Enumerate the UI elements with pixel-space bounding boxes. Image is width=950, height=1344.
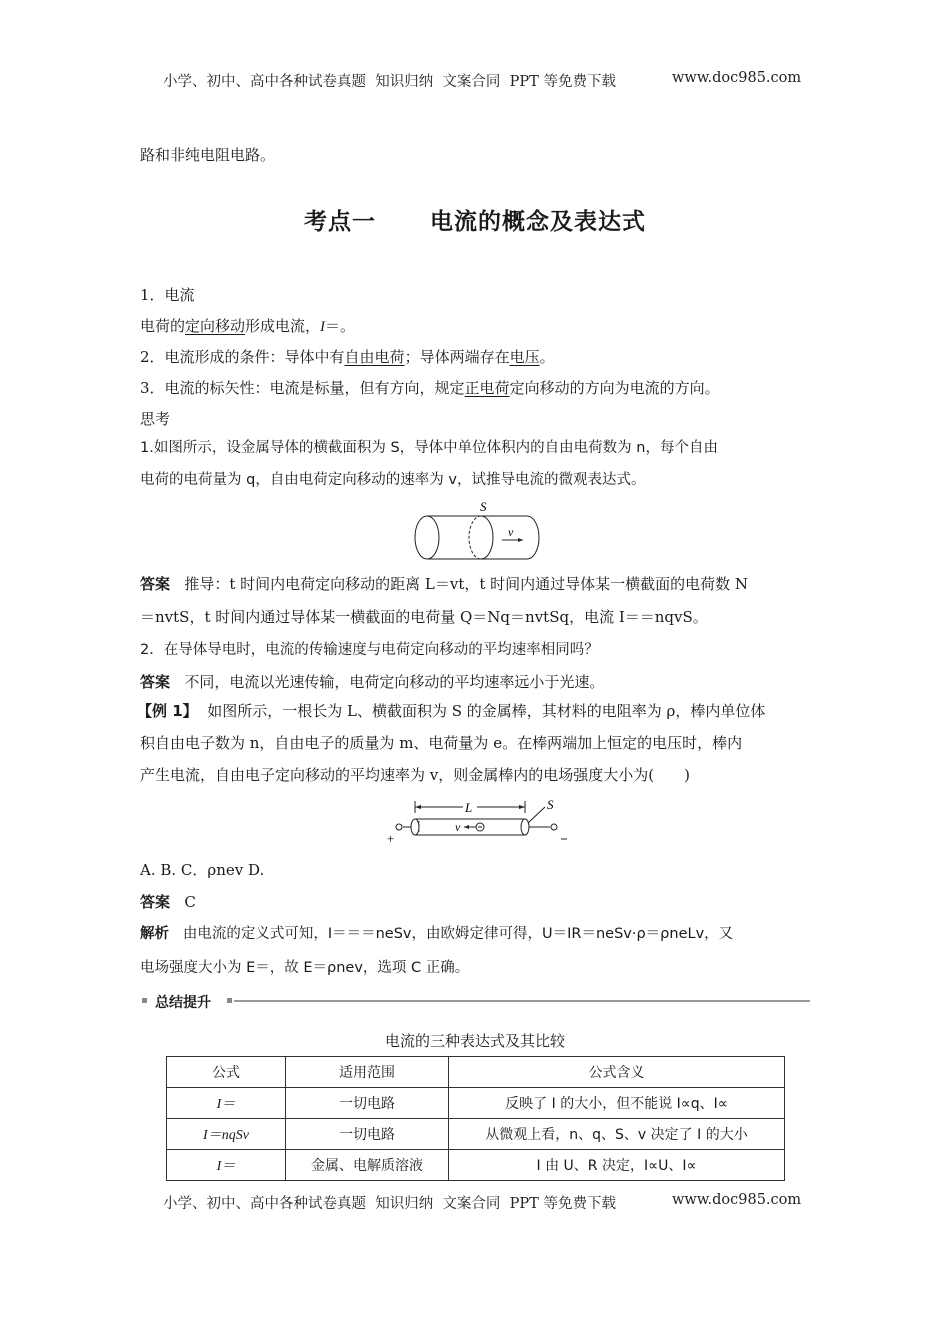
square-bullet-icon bbox=[142, 998, 147, 1003]
text: ＝。 bbox=[325, 317, 356, 335]
example-line-3: 产生电流，自由电子定向移动的平均速率为 v，则金属棒内的电场强度大小为( ) bbox=[140, 766, 690, 784]
text: C bbox=[184, 893, 196, 911]
analysis-label: 解析 bbox=[140, 926, 169, 942]
think-label: 思考 bbox=[140, 410, 171, 428]
example-analysis-line-1 bbox=[140, 924, 733, 944]
point-1-body bbox=[140, 316, 355, 337]
header-cell: 公式含义 bbox=[449, 1057, 785, 1088]
table-cell: 反映了 I 的大小，但不能说 I∝q、I∝ bbox=[449, 1088, 785, 1119]
header-cell: 适用范围 bbox=[286, 1057, 449, 1088]
think-answer-2 bbox=[140, 672, 604, 692]
table-cell: I＝nqSv bbox=[167, 1119, 286, 1150]
formula: I bbox=[320, 319, 326, 335]
label-l: L bbox=[465, 800, 473, 815]
square-bullet-icon bbox=[227, 998, 232, 1003]
metal-rod-figure bbox=[375, 795, 585, 850]
header-cell: 公式 bbox=[167, 1057, 286, 1088]
blank-answer: 自由电荷 bbox=[344, 348, 405, 366]
table-cell: I＝ bbox=[167, 1088, 286, 1119]
think-question-1-line-2: 电荷的电荷量为 q，自由电荷定向移动的速率为 v，试推导电流的微观表达式。 bbox=[140, 472, 646, 488]
blank-answer: 正电荷 bbox=[464, 379, 510, 397]
text: 。 bbox=[539, 348, 555, 366]
text: 电荷的 bbox=[140, 317, 186, 335]
page-header-text: 小学、初中、高中各种试卷真题 知识归纳 文案合同 PPT 等免费下载 bbox=[163, 74, 616, 90]
summary-divider bbox=[142, 992, 810, 1010]
label-v: v bbox=[508, 525, 514, 539]
text: 3．电流的标矢性：电流是标量，但有方向，规定 bbox=[140, 379, 465, 397]
table-cell: 金属、电解质溶液 bbox=[286, 1150, 449, 1181]
blank-answer: 电压 bbox=[509, 348, 540, 366]
table-cell: 一切电路 bbox=[286, 1088, 449, 1119]
blank-answer: 定向移动 bbox=[185, 317, 246, 335]
table-cell: I＝ bbox=[167, 1150, 286, 1181]
label-v: v bbox=[455, 820, 461, 834]
table-row bbox=[167, 1150, 785, 1181]
point-1-heading: 1．电流 bbox=[140, 286, 195, 304]
think-answer-1-line-2: ＝nvtS，t 时间内通过导体某一横截面的电荷量 Q＝Nq＝nvtSq，电流 I＝＝nqvS。 bbox=[140, 608, 708, 626]
text: 形成电流， bbox=[245, 317, 321, 335]
example-label: 【例 1】 bbox=[137, 702, 198, 720]
page-footer-url: www.doc985.com bbox=[672, 1192, 802, 1208]
think-question-1-line-1: 1.如图所示，设金属导体的横截面积为 S，导体中单位体积内的自由电荷数为 n，每个自由 bbox=[140, 440, 718, 456]
label-s: S bbox=[547, 797, 554, 812]
page-footer-text: 小学、初中、高中各种试卷真题 知识归纳 文案合同 PPT 等免费下载 bbox=[163, 1196, 616, 1212]
summary-label: 总结提升 bbox=[155, 995, 211, 1011]
example-line-1 bbox=[137, 701, 765, 721]
table-cell: 一切电路 bbox=[286, 1119, 449, 1150]
table-caption: 电流的三种表达式及其比较 bbox=[384, 1032, 565, 1050]
think-answer-1-line-1 bbox=[140, 574, 748, 594]
plus-sign: + bbox=[387, 831, 395, 846]
table-cell: 从微观上看，n、q、S、v 决定了 I 的大小 bbox=[449, 1119, 785, 1150]
section-title: 考点一 电流的概念及表达式 bbox=[303, 209, 647, 235]
table-cell: I 由 U、R 决定，I∝U、I∝ bbox=[449, 1150, 785, 1181]
example-analysis-line-2: 电场强度大小为 E＝，故 E＝ρnev，选项 C 正确。 bbox=[140, 960, 470, 976]
text: 如图所示，一根长为 L、横截面积为 S 的金属棒，其材料的电阻率为 ρ，棒内单位体 bbox=[207, 702, 766, 720]
page-header-url: www.doc985.com bbox=[672, 70, 802, 86]
label-s: S bbox=[480, 499, 487, 514]
text: 推导：t 时间内电荷定向移动的距离 L＝vt，t 时间内通过导体某一横截面的电荷数 N bbox=[184, 575, 749, 593]
conductor-cylinder-figure bbox=[405, 498, 545, 566]
table-header-row bbox=[167, 1057, 785, 1088]
table-row bbox=[167, 1088, 785, 1119]
text: 2．电流形成的条件：导体中有 bbox=[140, 348, 345, 366]
answer-label: 答案 bbox=[140, 893, 171, 911]
answer-label: 答案 bbox=[140, 673, 171, 691]
comparison-table bbox=[166, 1056, 785, 1181]
answer-label: 答案 bbox=[140, 575, 171, 593]
intro-tail-text: 路和非纯电阻电路。 bbox=[140, 146, 276, 164]
point-3 bbox=[140, 378, 720, 398]
table-row bbox=[167, 1119, 785, 1150]
text: ；导体两端存在 bbox=[404, 348, 510, 366]
example-answer bbox=[140, 892, 196, 912]
text: 由电流的定义式可知，I＝＝＝neSv，由欧姆定律可得，U＝IR＝neSv·ρ＝ρneLv，又 bbox=[182, 926, 734, 942]
think-question-2: 2．在导体导电时，电流的传输速度与电荷定向移动的平均速率相同吗？ bbox=[140, 642, 599, 658]
divider-rule bbox=[234, 1000, 810, 1002]
text: 定向移动的方向为电流的方向。 bbox=[509, 379, 720, 397]
example-line-2: 积自由电子数为 n，自由电子的质量为 m、电荷量为 e。在棒两端加上恒定的电压时，棒内 bbox=[140, 734, 743, 752]
text: 不同，电流以光速传输，电荷定向移动的平均速率远小于光速。 bbox=[184, 673, 605, 691]
point-2 bbox=[140, 347, 555, 367]
example-options: A. B. C．ρnev D. bbox=[140, 861, 265, 879]
